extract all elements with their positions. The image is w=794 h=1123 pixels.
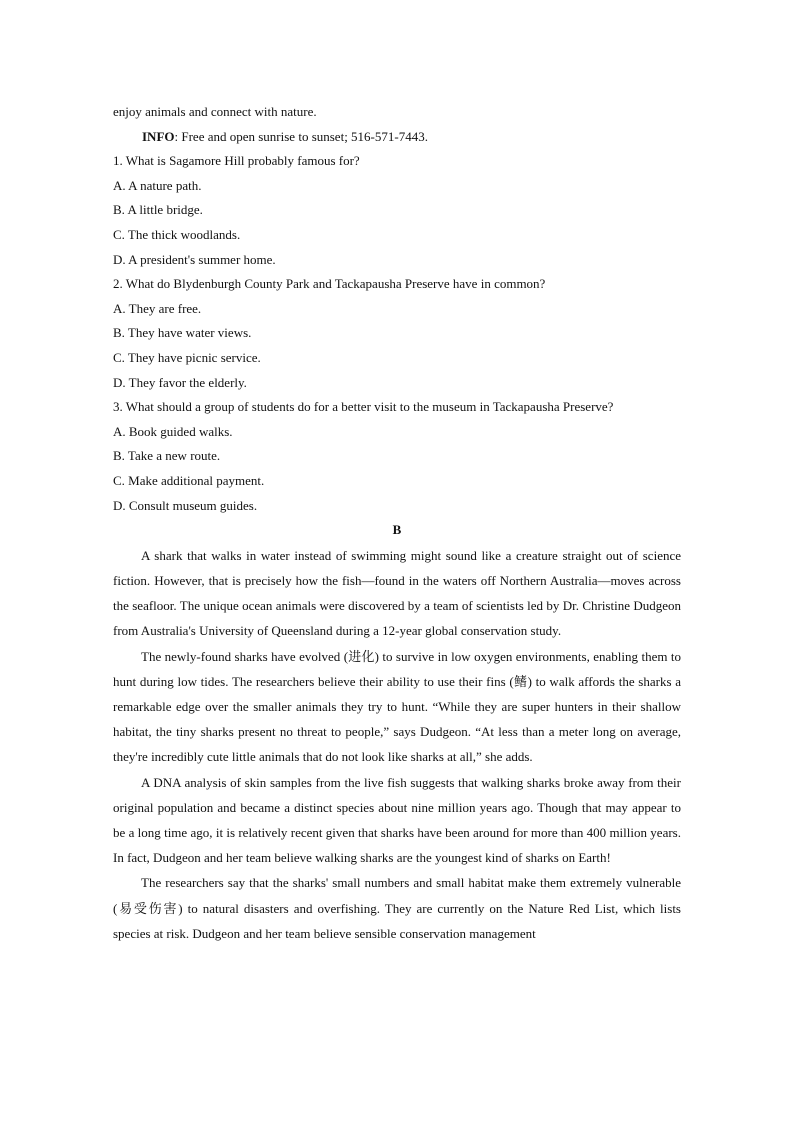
paragraph-3: A DNA analysis of skin samples from the live fish suggests that walking sharks broke away from their original population and became a distinct species about nine million years ago. Though that may appear to be a long time ago, it is relatively recent given that sharks have been around for more than 400 million years. In fact, Dudgeon and her team believe walking sharks are the youngest kind of sharks on Earth! <box>113 774 681 866</box>
intro-continuation: enjoy animals and connect with nature. <box>113 104 317 119</box>
question-stem: 3. What should a group of students do for a better visit to the museum in Tackapausha Preserve? <box>113 399 614 415</box>
document-page <box>113 100 681 946</box>
option-a: A. They are free. <box>113 300 202 316</box>
info-text: : Free and open sunrise to sunset; 516-571-7443. <box>174 128 428 144</box>
option-c: C. They have picnic service. <box>113 349 261 365</box>
option-d: D. Consult museum guides. <box>113 497 258 513</box>
info-line <box>113 125 681 150</box>
option-c: C. Make additional payment. <box>113 472 265 488</box>
option-d: D. A president's summer home. <box>113 251 276 267</box>
option-a: A. A nature path. <box>113 177 202 193</box>
paragraph-2: The newly-found sharks have evolved (进化) to survive in low oxygen environments, enabling them to hunt during low tides. The researchers believe their ability to use their fins (鳍) to walk affords the sharks a remarkable edge over the smaller animals they try to hunt. “While they are super hunters in their shallow habitat, the tiny sharks present no threat to people,” says Dudgeon. “At less than a meter long on average, they're incredibly cute little animals that do not look like sharks at all,” she adds. <box>113 648 681 765</box>
option-b: B. They have water views. <box>113 325 252 341</box>
option-b: B. Take a new route. <box>113 448 221 464</box>
option-a: A. Book guided walks. <box>113 423 233 439</box>
paragraph-4: The researchers say that the sharks' small numbers and small habitat make them extremely vulnerable (易受伤害) to natural disasters and overfishing. They are currently on the Nature Red List, which lists species at risk. Dudgeon and her team believe sensible conservation management <box>113 875 681 941</box>
question-stem: 1. What is Sagamore Hill probably famous for? <box>113 153 360 169</box>
option-b: B. A little bridge. <box>113 202 203 218</box>
option-d: D. They favor the elderly. <box>113 374 247 390</box>
question-1 <box>113 149 681 272</box>
section-heading: B <box>392 522 402 538</box>
question-stem: 2. What do Blydenburgh County Park and Tackapausha Preserve have in common? <box>113 276 546 292</box>
info-label: INFO <box>142 128 175 144</box>
question-3 <box>113 395 681 518</box>
paragraph-1: A shark that walks in water instead of swimming might sound like a creature straight out of science fiction. However, that is precisely how the fish—found in the waters off Northern Australia—moves across the seafloor. The unique ocean animals were discovered by a team of scientists led by Dr. Christine Dudgeon from Australia's University of Queensland during a 12-year global conservation study. <box>113 547 681 639</box>
option-c: C. The thick woodlands. <box>113 226 241 242</box>
question-2 <box>113 272 681 395</box>
